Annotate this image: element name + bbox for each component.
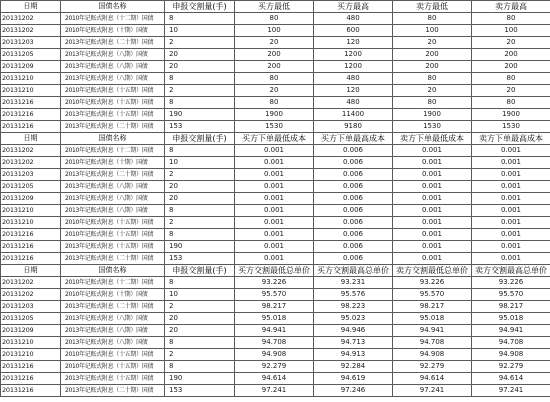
cell-col-6[interactable]: 95.018 [472,313,550,325]
cell-col-6[interactable]: 200 [472,61,550,73]
cell-col-3[interactable]: 0.001 [235,193,314,205]
table-row [1,157,550,169]
cell-bond-name[interactable]: 2013年记账式附息（八期）国债 [61,61,165,73]
cell-col-6[interactable]: 0.001 [472,229,550,241]
column-header-date: 日期 [1,265,61,277]
table-row [1,253,550,265]
cell-date[interactable]: 20131202 [1,13,61,25]
cell-col-3[interactable]: 95.018 [235,313,314,325]
cell-col-6[interactable]: 95.570 [472,289,550,301]
column-header-col-6: 卖方交割最高总单价 [472,265,550,277]
cell-col-3[interactable]: 92.279 [235,361,314,373]
cell-col-4[interactable]: 94.913 [314,349,393,361]
cell-col-4[interactable]: 480 [314,13,393,25]
cell-col-4[interactable]: 94.946 [314,325,393,337]
cell-col-5[interactable]: 98.217 [393,301,472,313]
cell-date[interactable]: 20131216 [1,229,61,241]
cell-date[interactable]: 20131202 [1,277,61,289]
cell-bond-name[interactable]: 2013年记账式附息（八期）国债 [61,73,165,85]
cell-date[interactable]: 20131209 [1,325,61,337]
cell-bond-name[interactable]: 2013年记账式附息（二十期）国债 [61,253,165,265]
cell-declared-volume[interactable]: 190 [165,241,235,253]
cell-col-4[interactable]: 0.006 [314,253,393,265]
cell-date[interactable]: 20131216 [1,373,61,385]
table-row [1,337,550,349]
table-row [1,385,550,397]
cell-date[interactable]: 20131210 [1,217,61,229]
column-header-date: 日期 [1,133,61,145]
cell-col-3[interactable]: 95.570 [235,289,314,301]
table-row [1,121,550,133]
column-header-col-4: 买方交割最高总单价 [314,265,393,277]
cell-col-3[interactable]: 0.001 [235,229,314,241]
table-row [1,13,550,25]
cell-col-5[interactable]: 94.908 [393,349,472,361]
cell-bond-name[interactable]: 2010年记账式附息（十二期）国债 [61,277,165,289]
cell-bond-name[interactable]: 2013年记账式附息（二十期）国债 [61,301,165,313]
cell-col-6[interactable]: 0.001 [472,145,550,157]
column-header-col-3: 买方最低 [235,1,314,13]
table-row [1,181,550,193]
cell-col-5[interactable]: 0.001 [393,169,472,181]
cell-date[interactable]: 20131216 [1,385,61,397]
cell-col-4[interactable]: 0.006 [314,217,393,229]
cell-col-6[interactable]: 0.001 [472,181,550,193]
table-row [1,25,550,37]
cell-col-6[interactable]: 1530 [472,121,550,133]
cell-col-3[interactable]: 1530 [235,121,314,133]
cell-declared-volume[interactable]: 190 [165,373,235,385]
cell-col-3[interactable]: 0.001 [235,241,314,253]
cell-date[interactable]: 20131209 [1,193,61,205]
cell-bond-name[interactable]: 2010年记账式附息（十五期）国债 [61,97,165,109]
cell-declared-volume[interactable]: 20 [165,49,235,61]
cell-col-6[interactable]: 94.908 [472,349,550,361]
cell-col-5[interactable]: 97.241 [393,385,472,397]
cell-bond-name[interactable]: 2013年记账式附息（八期）国债 [61,337,165,349]
cell-col-4[interactable]: 480 [314,97,393,109]
cell-date[interactable]: 20131205 [1,181,61,193]
cell-col-6[interactable]: 80 [472,13,550,25]
cell-date[interactable]: 20131202 [1,289,61,301]
cell-col-3[interactable]: 98.217 [235,301,314,313]
table-row [1,193,550,205]
cell-col-3[interactable]: 0.001 [235,253,314,265]
cell-declared-volume[interactable]: 8 [165,145,235,157]
table-row [1,349,550,361]
cell-col-3[interactable]: 20 [235,85,314,97]
cell-col-5[interactable]: 200 [393,49,472,61]
cell-col-3[interactable]: 0.001 [235,169,314,181]
cell-col-4[interactable]: 92.284 [314,361,393,373]
cell-bond-name[interactable]: 2013年记账式附息（八期）国债 [61,49,165,61]
column-header-declared-volume: 申报交割量(手) [165,1,235,13]
cell-col-3[interactable]: 0.001 [235,181,314,193]
column-header-col-3: 买方交割最低总单价 [235,265,314,277]
cell-col-6[interactable]: 97.241 [472,385,550,397]
cell-date[interactable]: 20131210 [1,205,61,217]
column-header-col-6: 卖方最高 [472,1,550,13]
column-header-bond-name: 国债名称 [61,133,165,145]
cell-col-6[interactable]: 1900 [472,109,550,121]
cell-declared-volume[interactable]: 153 [165,385,235,397]
cell-col-5[interactable]: 0.001 [393,145,472,157]
cell-col-4[interactable]: 94.713 [314,337,393,349]
cell-col-6[interactable]: 100 [472,25,550,37]
cell-bond-name[interactable]: 2013年记账式附息（八期）国债 [61,313,165,325]
cell-bond-name[interactable]: 2010年记账式附息（十五期）国债 [61,217,165,229]
table-row [1,109,550,121]
cell-col-6[interactable]: 20 [472,37,550,49]
cell-bond-name[interactable]: 2013年记账式附息（二十期）国债 [61,169,165,181]
cell-col-3[interactable]: 94.708 [235,337,314,349]
cell-col-5[interactable]: 95.018 [393,313,472,325]
cell-col-4[interactable]: 600 [314,25,393,37]
cell-col-3[interactable]: 200 [235,49,314,61]
cell-col-5[interactable]: 0.001 [393,217,472,229]
cell-declared-volume[interactable]: 8 [165,229,235,241]
cell-date[interactable]: 20131216 [1,253,61,265]
cell-col-4[interactable]: 95.023 [314,313,393,325]
table-row [1,229,550,241]
cell-bond-name[interactable]: 2013年记账式附息（十五期）国债 [61,241,165,253]
cell-bond-name[interactable]: 2013年记账式附息（二十期）国债 [61,121,165,133]
cell-col-5[interactable]: 95.570 [393,289,472,301]
cell-date[interactable]: 20131210 [1,85,61,97]
cell-declared-volume[interactable]: 8 [165,97,235,109]
cell-date[interactable]: 20131203 [1,169,61,181]
cell-col-3[interactable]: 0.001 [235,145,314,157]
cell-declared-volume[interactable]: 8 [165,277,235,289]
cell-date[interactable]: 20131210 [1,349,61,361]
cell-declared-volume[interactable]: 2 [165,349,235,361]
table-row [1,241,550,253]
cell-declared-volume[interactable]: 2 [165,301,235,313]
cell-col-4[interactable]: 98.223 [314,301,393,313]
cell-bond-name[interactable]: 2010年记账式附息（十五期）国债 [61,361,165,373]
cell-declared-volume[interactable]: 2 [165,217,235,229]
table-row [1,277,550,289]
cell-col-5[interactable]: 0.001 [393,205,472,217]
cell-bond-name[interactable]: 2013年记账式附息（八期）国债 [61,205,165,217]
cell-declared-volume[interactable]: 20 [165,181,235,193]
cell-col-6[interactable]: 0.001 [472,253,550,265]
cell-col-6[interactable]: 94.614 [472,373,550,385]
table-row [1,373,550,385]
column-header-col-5: 卖方交割最低总单价 [393,265,472,277]
cell-col-5[interactable]: 0.001 [393,157,472,169]
cell-bond-name[interactable]: 2013年记账式附息（八期）国债 [61,181,165,193]
cell-col-3[interactable]: 94.941 [235,325,314,337]
cell-col-3[interactable]: 200 [235,61,314,73]
cell-date[interactable]: 20131202 [1,145,61,157]
cell-bond-name[interactable]: 2013年记账式附息（二十期）国债 [61,385,165,397]
cell-declared-volume[interactable]: 2 [165,169,235,181]
cell-col-4[interactable]: 1200 [314,61,393,73]
cell-col-6[interactable]: 94.941 [472,325,550,337]
cell-col-3[interactable]: 94.614 [235,373,314,385]
cell-col-5[interactable]: 80 [393,97,472,109]
cell-bond-name[interactable]: 2013年记账式附息（八期）国债 [61,325,165,337]
cell-col-4[interactable]: 0.006 [314,181,393,193]
cell-col-5[interactable]: 94.941 [393,325,472,337]
cell-col-4[interactable]: 11400 [314,109,393,121]
cell-col-6[interactable]: 0.001 [472,241,550,253]
cell-date[interactable]: 20131202 [1,157,61,169]
cell-declared-volume[interactable]: 2 [165,85,235,97]
cell-bond-name[interactable]: 2010年记账式附息（十二期）国债 [61,13,165,25]
cell-col-6[interactable]: 93.226 [472,277,550,289]
cell-col-3[interactable]: 20 [235,37,314,49]
cell-col-4[interactable]: 93.231 [314,277,393,289]
cell-date[interactable]: 20131205 [1,49,61,61]
cell-date[interactable]: 20131216 [1,121,61,133]
cell-col-4[interactable]: 97.246 [314,385,393,397]
cell-col-5[interactable]: 80 [393,73,472,85]
table-row [1,169,550,181]
cell-col-4[interactable]: 1200 [314,49,393,61]
cell-col-5[interactable]: 0.001 [393,229,472,241]
cell-declared-volume[interactable]: 2 [165,37,235,49]
column-header-col-3: 买方下单最低成本 [235,133,314,145]
cell-col-3[interactable]: 0.001 [235,217,314,229]
cell-date[interactable]: 20131210 [1,337,61,349]
cell-declared-volume[interactable]: 10 [165,25,235,37]
cell-declared-volume[interactable]: 190 [165,109,235,121]
cell-col-4[interactable]: 94.619 [314,373,393,385]
cell-col-3[interactable]: 1900 [235,109,314,121]
cell-date[interactable]: 20131209 [1,61,61,73]
column-header-col-4: 买方下单最高成本 [314,133,393,145]
cell-col-5[interactable]: 94.708 [393,337,472,349]
cell-date[interactable]: 20131216 [1,109,61,121]
column-header-declared-volume: 申报交割量(手) [165,265,235,277]
column-header-col-4: 买方最高 [314,1,393,13]
column-header-date: 日期 [1,1,61,13]
cell-col-5[interactable]: 100 [393,25,472,37]
cell-declared-volume[interactable]: 10 [165,289,235,301]
cell-date[interactable]: 20131202 [1,25,61,37]
column-header-declared-volume: 申报交割量(手) [165,133,235,145]
cell-date[interactable]: 20131203 [1,301,61,313]
cell-col-5[interactable]: 0.001 [393,181,472,193]
cell-declared-volume[interactable]: 153 [165,253,235,265]
cell-col-5[interactable]: 20 [393,85,472,97]
table-row [1,325,550,337]
header-row [1,265,550,277]
table-row [1,61,550,73]
table-row [1,37,550,49]
cell-col-5[interactable]: 200 [393,61,472,73]
table-row [1,301,550,313]
column-header-col-5: 卖方下单最低成本 [393,133,472,145]
table-row [1,289,550,301]
cell-col-5[interactable]: 92.279 [393,361,472,373]
cell-declared-volume[interactable]: 8 [165,337,235,349]
cell-col-4[interactable]: 0.006 [314,169,393,181]
header-row [1,133,550,145]
cell-col-6[interactable]: 0.001 [472,205,550,217]
cell-col-4[interactable]: 95.576 [314,289,393,301]
cell-col-5[interactable]: 1530 [393,121,472,133]
table-row [1,313,550,325]
cell-col-6[interactable]: 0.001 [472,217,550,229]
cell-declared-volume[interactable]: 20 [165,313,235,325]
table-row [1,97,550,109]
cell-col-6[interactable]: 200 [472,49,550,61]
cell-declared-volume[interactable]: 20 [165,325,235,337]
cell-bond-name[interactable]: 2010年记账式附息（十期）国债 [61,25,165,37]
cell-declared-volume[interactable]: 8 [165,13,235,25]
cell-col-4[interactable]: 480 [314,73,393,85]
cell-col-5[interactable]: 93.226 [393,277,472,289]
cell-col-4[interactable]: 0.006 [314,205,393,217]
cell-date[interactable]: 20131203 [1,37,61,49]
cell-col-3[interactable]: 80 [235,73,314,85]
cell-col-5[interactable]: 20 [393,37,472,49]
cell-col-6[interactable]: 94.708 [472,337,550,349]
column-header-bond-name: 国债名称 [61,265,165,277]
cell-col-3[interactable]: 0.001 [235,157,314,169]
cell-bond-name[interactable]: 2010年记账式附息（十二期）国债 [61,145,165,157]
cell-col-4[interactable]: 120 [314,85,393,97]
cell-col-4[interactable]: 0.006 [314,241,393,253]
column-header-bond-name: 国债名称 [61,1,165,13]
cell-col-5[interactable]: 0.001 [393,253,472,265]
cell-col-6[interactable]: 92.279 [472,361,550,373]
table-row [1,217,550,229]
cell-col-4[interactable]: 120 [314,37,393,49]
table-row [1,361,550,373]
column-header-col-5: 卖方最低 [393,1,472,13]
cell-col-6[interactable]: 0.001 [472,157,550,169]
cell-col-5[interactable]: 0.001 [393,241,472,253]
column-header-col-6: 卖方下单最高成本 [472,133,550,145]
cell-col-3[interactable]: 97.241 [235,385,314,397]
cell-col-5[interactable]: 0.001 [393,193,472,205]
cell-col-5[interactable]: 80 [393,13,472,25]
table-row [1,73,550,85]
cell-col-3[interactable]: 80 [235,13,314,25]
cell-declared-volume[interactable]: 8 [165,73,235,85]
cell-col-4[interactable]: 0.006 [314,229,393,241]
cell-bond-name[interactable]: 2010年记账式附息（十五期）国债 [61,85,165,97]
cell-declared-volume[interactable]: 8 [165,361,235,373]
cell-col-6[interactable]: 98.217 [472,301,550,313]
cell-bond-name[interactable]: 2010年记账式附息（十五期）国债 [61,229,165,241]
table-row [1,85,550,97]
cell-date[interactable]: 20131216 [1,97,61,109]
cell-declared-volume[interactable]: 20 [165,61,235,73]
cell-declared-volume[interactable]: 153 [165,121,235,133]
cell-col-6[interactable]: 0.001 [472,193,550,205]
cell-col-3[interactable]: 100 [235,25,314,37]
cell-bond-name[interactable]: 2010年记账式附息（十期）国债 [61,289,165,301]
cell-declared-volume[interactable]: 8 [165,205,235,217]
cell-date[interactable]: 20131205 [1,313,61,325]
cell-date[interactable]: 20131216 [1,361,61,373]
cell-bond-name[interactable]: 2013年记账式附息（十五期）国债 [61,373,165,385]
table-row [1,205,550,217]
cell-col-6[interactable]: 80 [472,73,550,85]
cell-bond-name[interactable]: 2010年记账式附息（十期）国债 [61,157,165,169]
cell-date[interactable]: 20131216 [1,241,61,253]
cell-col-4[interactable]: 0.006 [314,193,393,205]
cell-col-4[interactable]: 0.006 [314,157,393,169]
cell-date[interactable]: 20131210 [1,73,61,85]
cell-col-3[interactable]: 80 [235,97,314,109]
cell-col-3[interactable]: 94.908 [235,349,314,361]
cell-col-4[interactable]: 9180 [314,121,393,133]
table-row [1,145,550,157]
cell-col-6[interactable]: 20 [472,85,550,97]
header-row [1,1,550,13]
cell-declared-volume[interactable]: 20 [165,193,235,205]
cell-col-3[interactable]: 93.226 [235,277,314,289]
cell-col-6[interactable]: 0.001 [472,169,550,181]
cell-bond-name[interactable]: 2013年记账式附息（二十期）国债 [61,37,165,49]
cell-declared-volume[interactable]: 10 [165,157,235,169]
cell-col-4[interactable]: 0.006 [314,145,393,157]
cell-bond-name[interactable]: 2013年记账式附息（八期）国债 [61,193,165,205]
cell-col-6[interactable]: 80 [472,97,550,109]
cell-col-5[interactable]: 1900 [393,109,472,121]
cell-col-3[interactable]: 0.001 [235,205,314,217]
cell-col-5[interactable]: 94.614 [393,373,472,385]
cell-bond-name[interactable]: 2013年记账式附息（十五期）国债 [61,109,165,121]
cell-bond-name[interactable]: 2010年记账式附息（十五期）国债 [61,349,165,361]
table-row [1,49,550,61]
